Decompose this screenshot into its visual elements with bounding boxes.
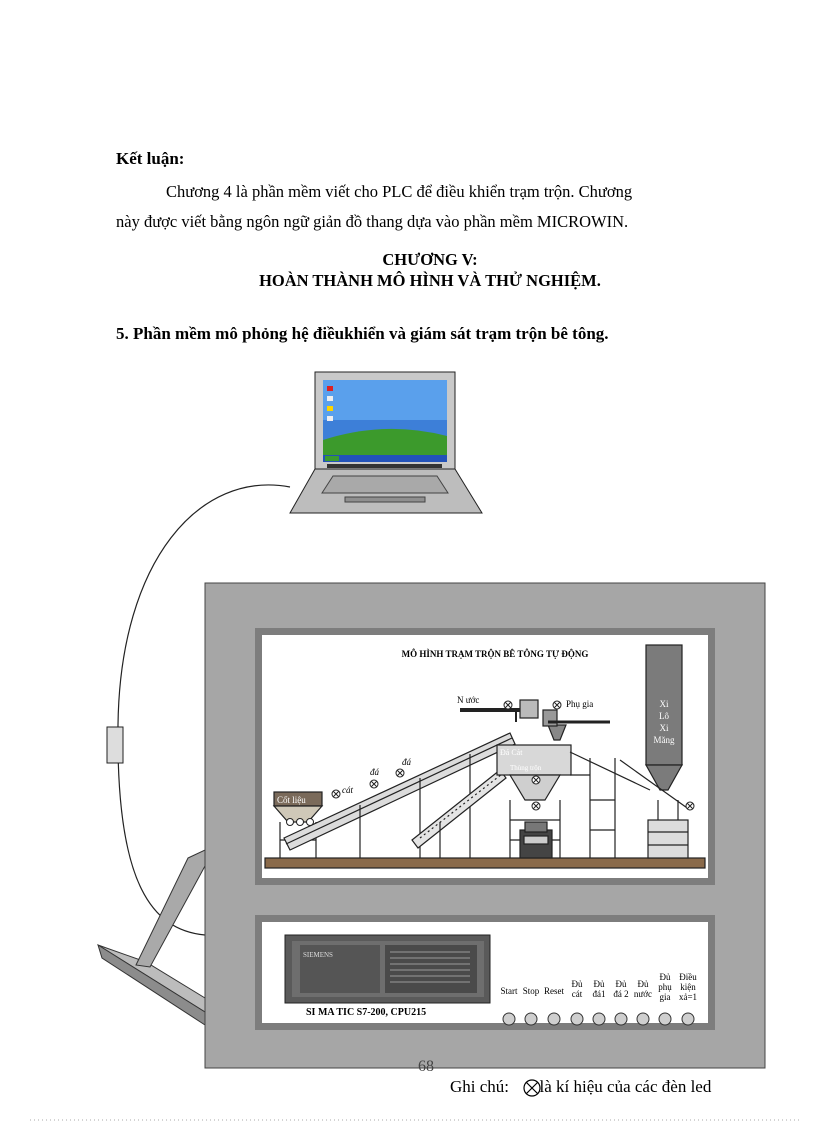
- stop-button[interactable]: [525, 1013, 537, 1025]
- mixer-label: Thùng trộn: [510, 764, 542, 772]
- silo-label-1: Xi: [659, 699, 669, 709]
- ind-stone1-l2: đá1: [592, 989, 606, 999]
- note-text: là kí hiệu của các đèn led: [539, 1077, 712, 1096]
- ind-additive-l1: Đủ: [659, 972, 671, 982]
- monitor-stand: [98, 850, 205, 1025]
- stone2-label: đá: [402, 757, 411, 767]
- sand-label: cát: [342, 785, 353, 795]
- start-label: Start: [500, 986, 518, 996]
- conclusion-line-2: này được viết bằng ngôn ngữ giản đồ thang dựa vào phần mềm MICROWIN.: [116, 212, 629, 231]
- led-enough-sand: [571, 1013, 583, 1025]
- note-prefix: Ghi chú:: [450, 1077, 510, 1096]
- led-enough-additive: [659, 1013, 671, 1025]
- start-button[interactable]: [503, 1013, 515, 1025]
- ind-sand-l1: Đủ: [571, 979, 583, 989]
- reset-button[interactable]: [548, 1013, 560, 1025]
- conclusion-line-1: Chương 4 là phần mềm viết cho PLC để điều khiển trạm trộn. Chương: [166, 182, 633, 201]
- plc-model-label: SI MA TIC S7-200, CPU215: [306, 1007, 427, 1018]
- reset-label: Reset: [544, 986, 564, 996]
- legend-note: [450, 1077, 711, 1097]
- plc-brand: SIEMENS: [303, 951, 333, 959]
- aggregate-bin-label: Cốt liệu: [277, 795, 306, 805]
- ind-stone2-l2: đá 2: [613, 989, 629, 999]
- page-number: 68: [418, 1058, 434, 1075]
- chapter-title: HOÀN THÀNH MÔ HÌNH VÀ THỬ NGHIỆM.: [259, 271, 601, 290]
- stop-label: Stop: [522, 986, 540, 996]
- laptop: [290, 372, 482, 513]
- chapter-number: CHƯƠNG V:: [382, 250, 478, 269]
- ind-discharge-l2: kiện: [680, 982, 696, 992]
- plc-unit: [285, 935, 490, 1003]
- conclusion-heading: Kết luận:: [116, 149, 185, 168]
- weighing-label: Đá Cát: [500, 748, 523, 757]
- ind-water-l1: Đủ: [637, 979, 649, 989]
- model-title: MÔ HÌNH TRẠM TRỘN BÊ TÔNG TỰ ĐỘNG: [401, 649, 589, 659]
- led-enough-water: [637, 1013, 649, 1025]
- stone1-label: đá: [370, 767, 379, 777]
- ind-stone2-l1: Đủ: [615, 979, 627, 989]
- silo-label-3: Xi: [659, 723, 669, 733]
- ind-water-l2: nước: [633, 989, 653, 999]
- cable-connector: [107, 727, 123, 763]
- ind-additive-l2: phụ: [658, 982, 672, 992]
- silo-label-2: Lô: [659, 711, 669, 721]
- ind-sand-l2: cát: [571, 989, 583, 999]
- silo-label-4: Măng: [653, 735, 675, 745]
- ind-stone1-l1: Đủ: [593, 979, 605, 989]
- ind-discharge-l1: Điều: [679, 972, 697, 982]
- ind-discharge-l3: xả=1: [678, 992, 698, 1002]
- led-discharge-ready: [682, 1013, 694, 1025]
- additive-label: Phụ gia: [566, 699, 594, 709]
- section-heading: 5. Phần mềm mô phỏng hệ điềukhiển và giám sát trạm trộn bê tông.: [116, 324, 609, 343]
- ind-additive-l3: gia: [659, 992, 671, 1002]
- water-label: N ước: [457, 695, 480, 705]
- led-enough-stone1: [593, 1013, 605, 1025]
- led-enough-stone2: [615, 1013, 627, 1025]
